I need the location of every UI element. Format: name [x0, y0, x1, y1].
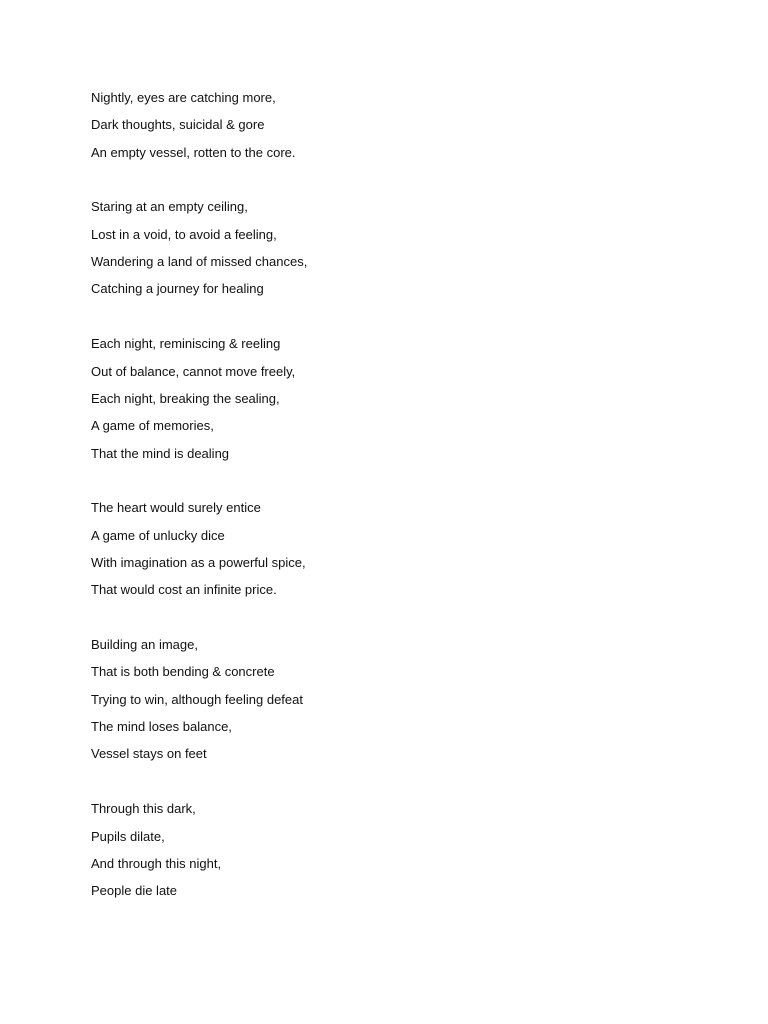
poem-line: With imagination as a powerful spice, — [91, 554, 306, 570]
stanza-6 — [91, 795, 691, 904]
poem-line: Wandering a land of missed chances, — [91, 254, 308, 270]
poem-line: A game of unlucky dice — [91, 527, 225, 543]
poem-line: That would cost an infinite price. — [91, 582, 277, 598]
poem-line: Pupils dilate, — [91, 828, 165, 844]
poem-line: And through this night, — [91, 855, 222, 871]
poem-line: Each night, breaking the sealing, — [91, 390, 280, 406]
poem-line: Building an image, — [91, 637, 198, 653]
poem-line: The heart would surely entice — [91, 500, 261, 516]
poem-line: Out of balance, cannot move freely, — [91, 363, 296, 379]
stanza-4 — [91, 494, 691, 603]
stanza-1 — [91, 84, 691, 166]
poem-line: Each night, reminiscing & reeling — [91, 336, 281, 352]
poem-line: An empty vessel, rotten to the core. — [91, 144, 296, 160]
poem-line: A game of memories, — [91, 418, 214, 434]
poem-line: Nightly, eyes are catching more, — [91, 90, 276, 105]
poem-body — [91, 84, 691, 932]
poem-line: Vessel stays on feet — [91, 746, 207, 762]
stanza-3 — [91, 330, 691, 467]
poem-line: That the mind is dealing — [91, 445, 230, 461]
poem-line: Lost in a void, to avoid a feeling, — [91, 226, 277, 242]
poem-line: People die late — [91, 883, 178, 899]
poem-line: That is both bending & concrete — [91, 664, 275, 680]
poem-line: The mind loses balance, — [91, 719, 232, 735]
poem-line: Trying to win, although feeling defeat — [91, 691, 303, 707]
poem-line: Dark thoughts, suicidal & gore — [91, 117, 265, 133]
poem-line: Catching a journey for healing — [91, 281, 264, 297]
stanza-2 — [91, 193, 691, 302]
poem-line: Staring at an empty ceiling, — [91, 199, 248, 215]
stanza-5 — [91, 631, 691, 768]
poem-line: Through this dark, — [91, 801, 196, 817]
